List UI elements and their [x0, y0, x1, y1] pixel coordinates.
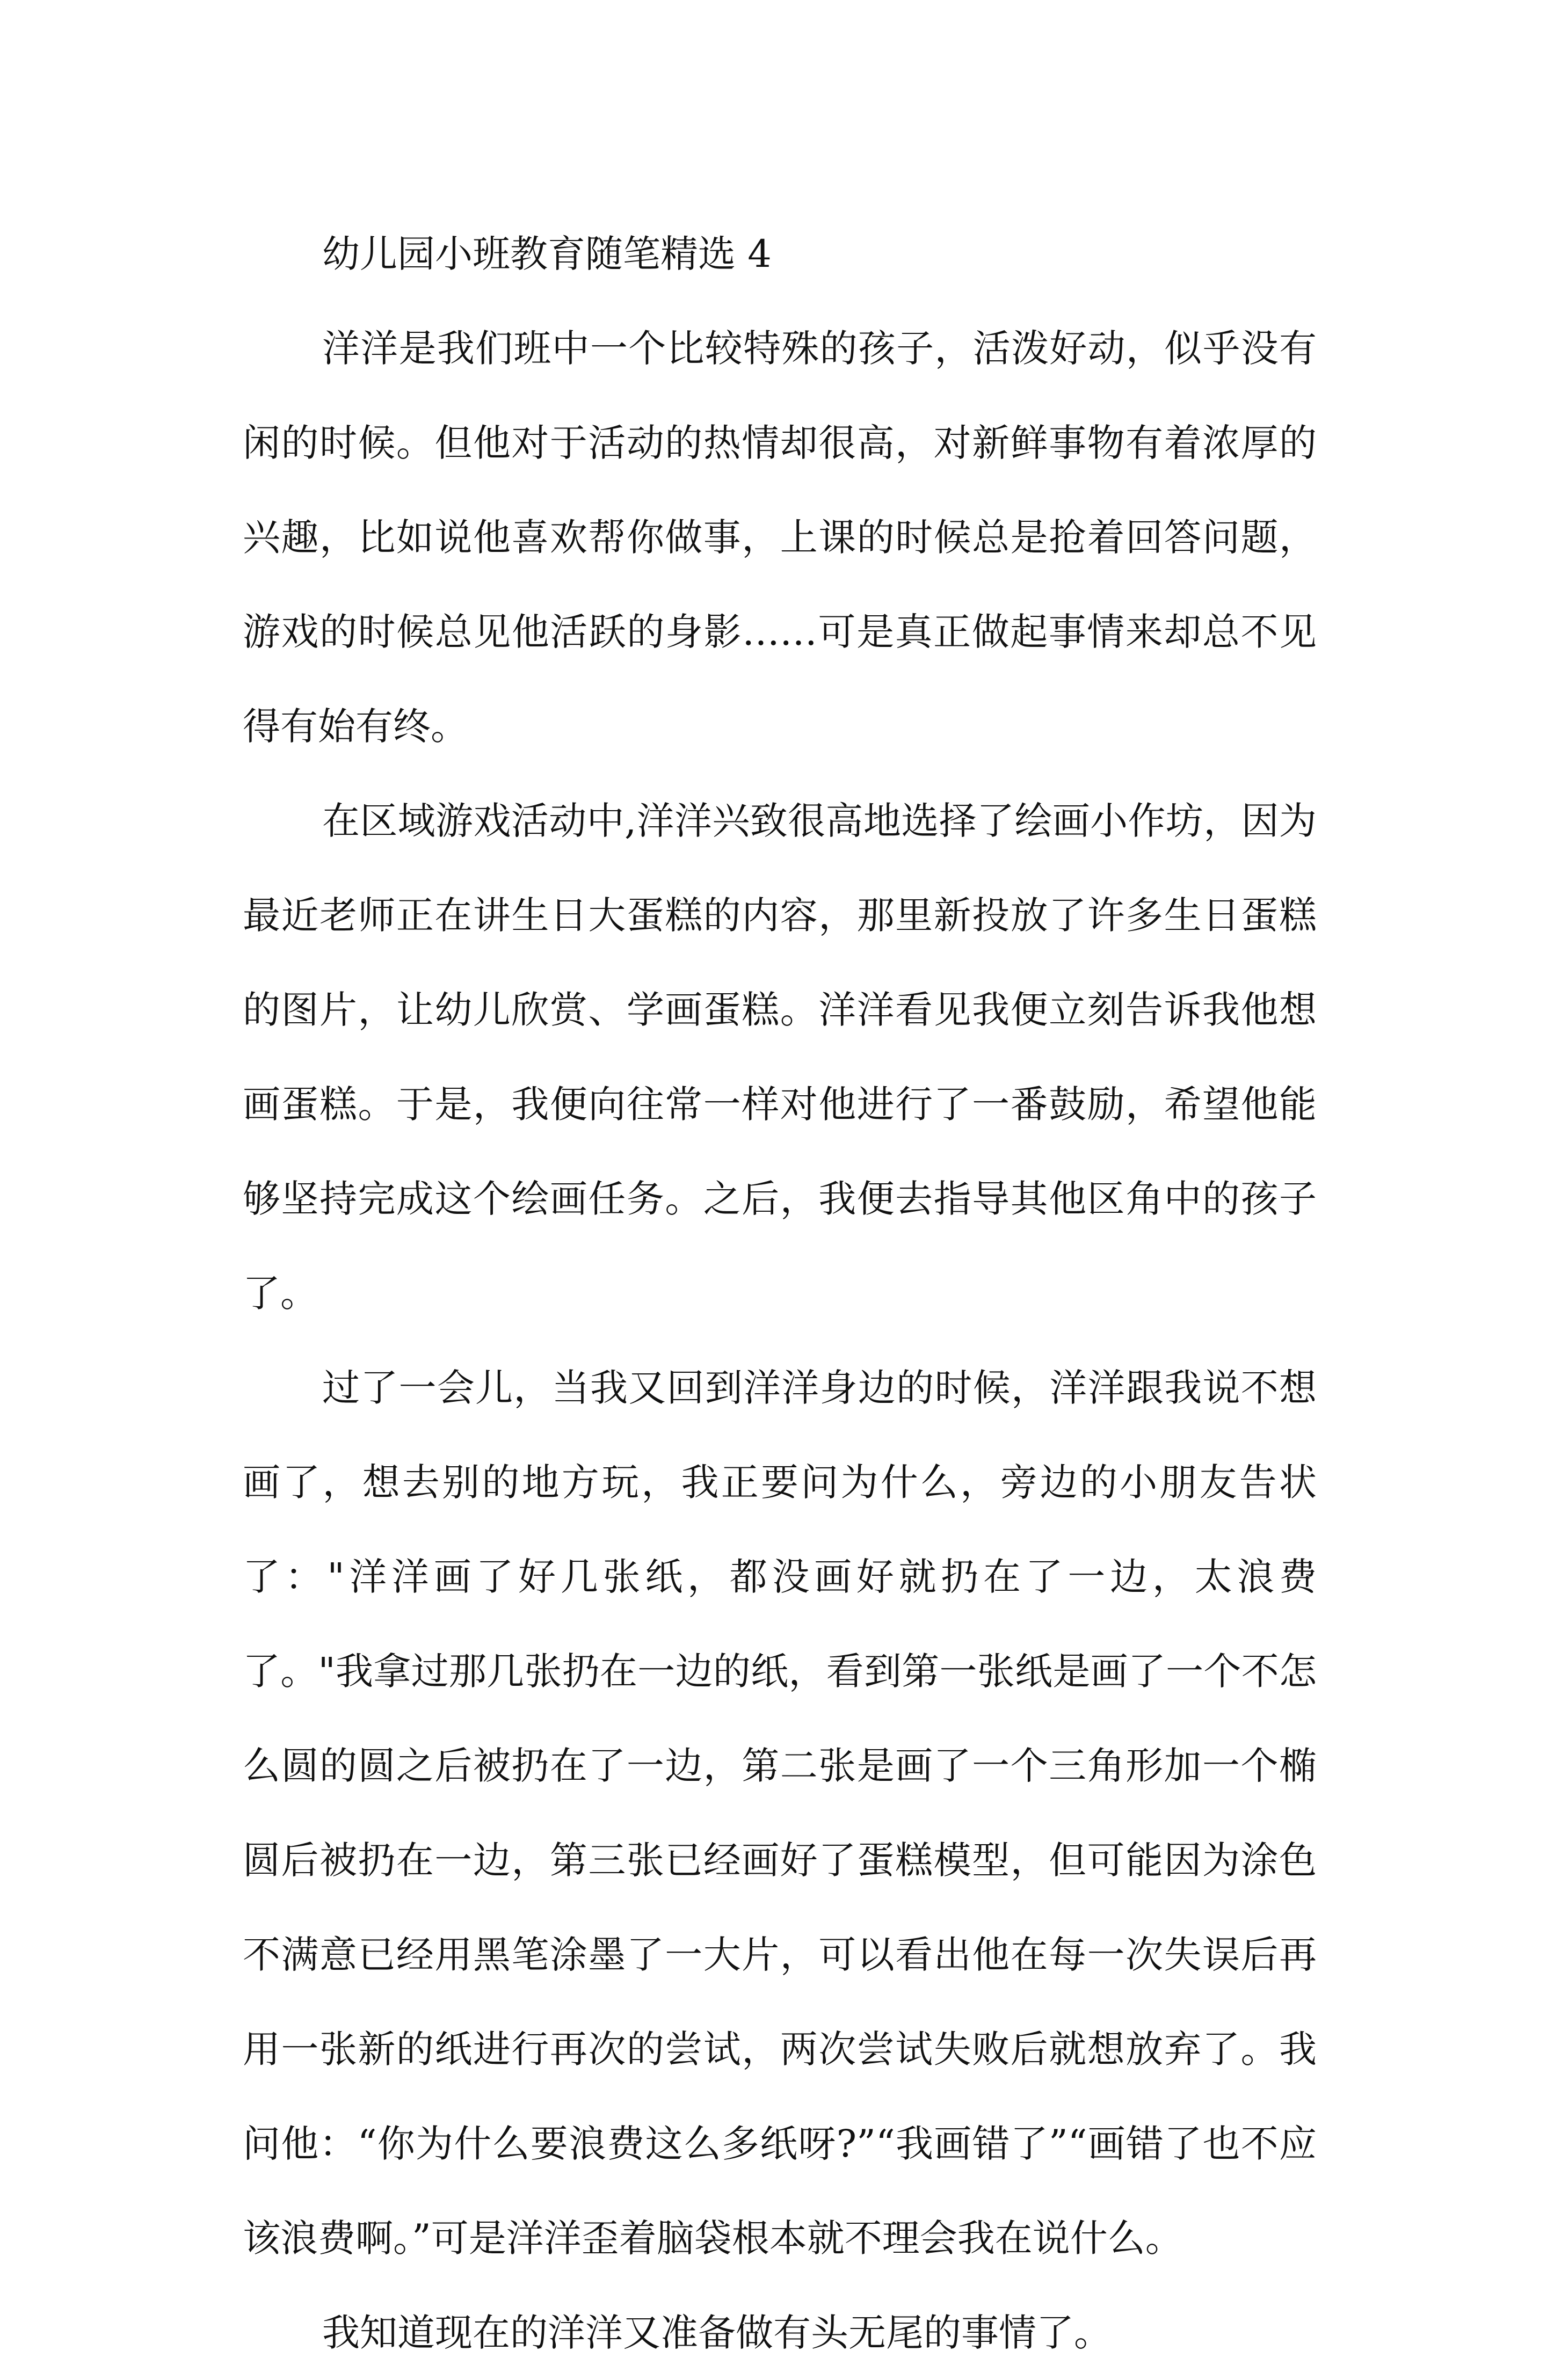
document-body: [243, 207, 1317, 2380]
paragraph: 我知道现在的洋洋又准备做有头无尾的事情了。: [322, 2311, 1112, 2355]
document-title: 幼儿园小班教育随笔精选 4: [322, 232, 772, 276]
paragraph: 洋洋是我们班中一个比较特殊的孩子，活泼好动，似乎没有闲的时候。但他对于活动的热情却很高，对新鲜事物有着浓厚的兴趣，比如说他喜欢帮你做事，上课的时候总是抢着回答问题，游戏的时候总见他活跃的身影……可是真正做起事情来却总不见得有始有终。: [243, 326, 1317, 748]
paragraph: 在区域游戏活动中,洋洋兴致很高地选择了绘画小作坊，因为最近老师正在讲生日大蛋糕的内容，那里新投放了许多生日蛋糕的图片，让幼儿欣赏、学画蛋糕。洋洋看见我便立刻告诉我他想画蛋糕。于是，我便向往常一样对他进行了一番鼓励，希望他能够坚持完成这个绘画任务。之后，我便去指导其他区角中的孩子了。: [243, 799, 1317, 1315]
paragraph: 过了一会儿，当我又回到洋洋身边的时候，洋洋跟我说不想画了，想去别的地方玩，我正要问为什么，旁边的小朋友告状了："洋洋画了好几张纸，都没画好就扔在了一边，太浪费了。"我拿过那几张扔在一边的纸，看到第一张纸是画了一个不怎么圆的圆之后被扔在了一边，第二张是画了一个三角形加一个椭圆后被扔在一边，第三张已经画好了蛋糕模型，但可能因为涂色不满意已经用黑笔涂墨了一大片，可以看出他在每一次失误后再用一张新的纸进行再次的尝试，两次尝试失败后就想放弃了。我问他：“你为什么要浪费这么多纸呀?”“我画错了”“画错了也不应该浪费啊。”可是洋洋歪着脑袋根本就不理会我在说什么。: [243, 1366, 1317, 2260]
